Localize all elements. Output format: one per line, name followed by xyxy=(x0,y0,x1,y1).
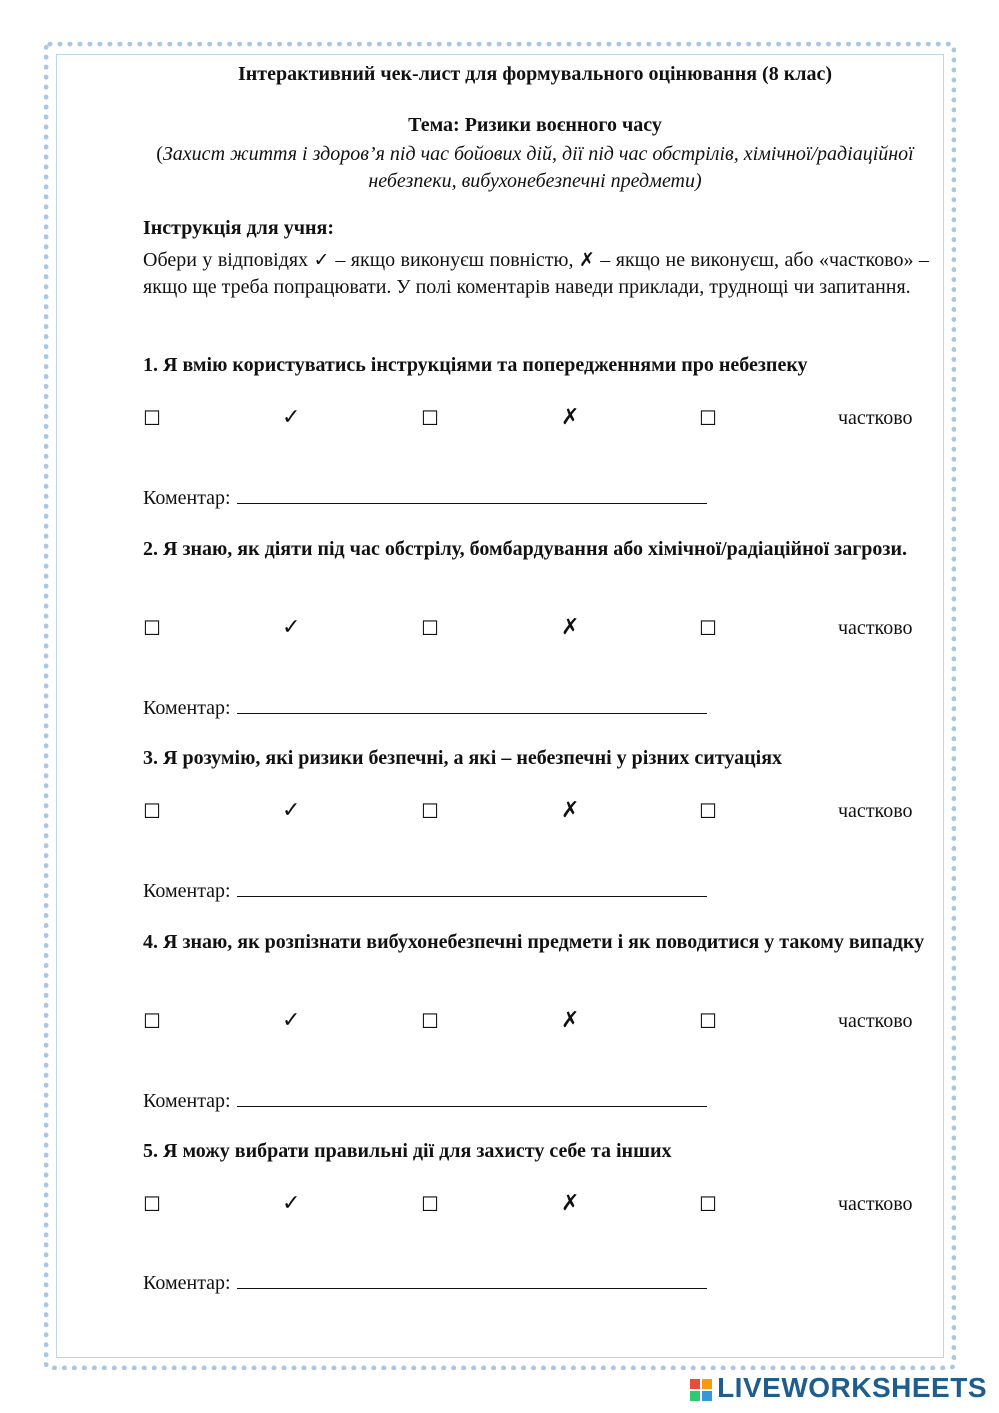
logo-block xyxy=(690,1391,700,1401)
q4-comment xyxy=(143,1088,707,1113)
q4-checkbox-no[interactable]: ☐ xyxy=(421,1009,439,1033)
comment-label: Коментар: xyxy=(143,1090,231,1112)
q3-comment xyxy=(143,878,707,903)
instr-part2: – якщо виконуєш повністю, xyxy=(329,249,579,271)
q2-checkbox-no[interactable]: ☐ xyxy=(421,616,439,640)
q5-comment xyxy=(143,1270,707,1295)
q5-partial-label: частково xyxy=(838,1193,913,1215)
logo-block xyxy=(702,1391,712,1401)
subtitle-text: Захист життя і здоров’я під час бойових дій, дії під час обстрілів, хімічної/радіаційної небезпеки, вибухонебезпечні предмети) xyxy=(162,143,914,192)
q4-check-icon: ✓ xyxy=(282,1008,301,1033)
q1-comment-input[interactable] xyxy=(237,485,707,504)
q3-check-icon: ✓ xyxy=(282,798,301,823)
q4-partial-label: частково xyxy=(838,1010,913,1032)
subtitle-paren: ( xyxy=(156,143,163,165)
q1-check-icon: ✓ xyxy=(282,405,301,430)
q2-check-icon: ✓ xyxy=(282,615,301,640)
comment-label: Коментар: xyxy=(143,1272,231,1294)
cross-icon: ✗ xyxy=(578,249,595,271)
q2-comment-input[interactable] xyxy=(237,695,707,714)
comment-label: Коментар: xyxy=(143,697,231,719)
q3-checkbox-yes[interactable]: ☐ xyxy=(143,799,161,823)
q2-checkbox-partial[interactable]: ☐ xyxy=(699,616,717,640)
q5-checkbox-yes[interactable]: ☐ xyxy=(143,1192,161,1216)
logo-text: LIVEWORKSHEETS xyxy=(717,1372,987,1403)
topic-title: Тема: Ризики воєнного часу xyxy=(408,114,662,136)
q1-checkbox-no[interactable]: ☐ xyxy=(421,406,439,430)
q3-cross-icon: ✗ xyxy=(561,798,580,823)
q3-checkbox-no[interactable]: ☐ xyxy=(421,799,439,823)
q4-checkbox-partial[interactable]: ☐ xyxy=(699,1009,717,1033)
q2-comment xyxy=(143,695,707,720)
liveworksheets-logo[interactable] xyxy=(689,1372,987,1404)
logo-block xyxy=(690,1379,700,1389)
question-4: 4. Я знаю, як розпізнати вибухонебезпечні предмети і як поводитися у такому випадку xyxy=(143,931,925,953)
check-icon: ✓ xyxy=(313,249,330,271)
instr-part1: Обери у відповідях xyxy=(143,249,314,271)
question-5: 5. Я можу вибрати правильні дії для захисту себе та інших xyxy=(143,1140,672,1162)
q1-comment xyxy=(143,485,707,510)
q5-check-icon: ✓ xyxy=(282,1191,301,1216)
q3-checkbox-partial[interactable]: ☐ xyxy=(699,799,717,823)
q5-checkbox-no[interactable]: ☐ xyxy=(421,1192,439,1216)
q2-partial-label: частково xyxy=(838,617,913,639)
q1-partial-label: частково xyxy=(838,407,913,429)
q2-checkbox-yes[interactable]: ☐ xyxy=(143,616,161,640)
q1-checkbox-partial[interactable]: ☐ xyxy=(699,406,717,430)
q1-cross-icon: ✗ xyxy=(561,405,580,430)
q4-comment-input[interactable] xyxy=(237,1088,707,1107)
topic-subtitle xyxy=(150,141,920,195)
question-3: 3. Я розумію, які ризики безпечні, а які – небезпечні у різних ситуаціях xyxy=(143,747,783,769)
comment-label: Коментар: xyxy=(143,880,231,902)
q3-comment-input[interactable] xyxy=(237,878,707,897)
question-1: 1. Я вмію користуватись інструкціями та попередженнями про небезпеку xyxy=(143,354,808,376)
q5-cross-icon: ✗ xyxy=(561,1191,580,1216)
instructions-heading: Інструкція для учня: xyxy=(143,217,334,239)
question-2: 2. Я знаю, як діяти під час обстрілу, бомбардування або хімічної/радіаційної загрози. xyxy=(143,538,907,560)
q4-cross-icon: ✗ xyxy=(561,1008,580,1033)
q2-cross-icon: ✗ xyxy=(561,615,580,640)
q1-checkbox-yes[interactable]: ☐ xyxy=(143,406,161,430)
instructions-text xyxy=(143,247,929,301)
q3-partial-label: частково xyxy=(838,800,913,822)
q5-checkbox-partial[interactable]: ☐ xyxy=(699,1192,717,1216)
q5-comment-input[interactable] xyxy=(237,1270,707,1289)
q4-checkbox-yes[interactable]: ☐ xyxy=(143,1009,161,1033)
logo-block xyxy=(702,1379,712,1389)
page-title: Інтерактивний чек-лист для формувального оцінювання (8 клас) xyxy=(238,63,832,85)
logo-icon xyxy=(689,1378,713,1402)
instr-part3: – якщо не виконуєш, або «частково» – якщо ще треба попрацювати. У полі коментарів наведи приклади, труднощі чи запитання. xyxy=(143,249,930,298)
comment-label: Коментар: xyxy=(143,487,231,509)
